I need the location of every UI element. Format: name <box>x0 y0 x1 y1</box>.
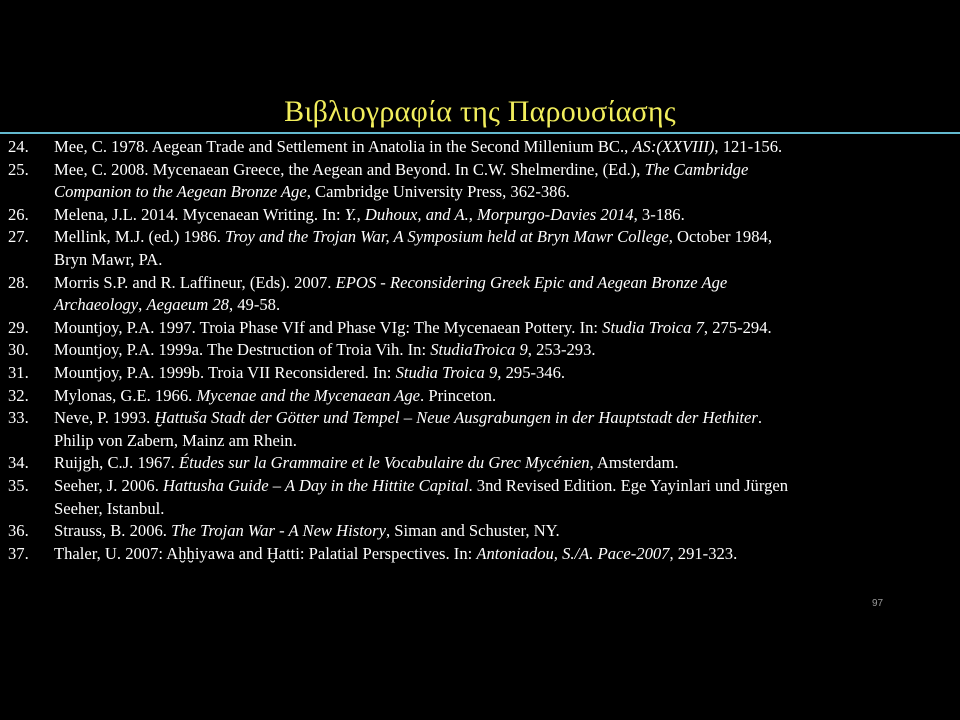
reference-item <box>8 407 948 452</box>
reference-text: Strauss, B. 2006. <box>54 521 172 541</box>
reference-text: Melena, J.L. 2014. Mycenaean Writing. In: <box>54 204 345 224</box>
reference-text: , 291-323. <box>669 543 738 563</box>
reference-text: Mountjoy, P.A. 1997. Troia Phase VIf and Phase VIg: The Mycenaean Pottery. In: <box>54 317 603 337</box>
reference-text: Morris S.P. and R. Laffineur, (Eds). 2007. <box>54 272 336 292</box>
reference-item <box>8 226 948 271</box>
reference-text: Mountjoy, P.A. 1999b. Troia VII Reconsidered. In: <box>54 362 396 382</box>
reference-text: , 121-156. <box>714 137 783 156</box>
reference-line <box>54 226 948 249</box>
reference-italic-text: Ḫattuša Stadt der Götter und Tempel – Neue Ausgrabungen in der Hauptstadt der Hethiter <box>154 408 758 428</box>
reference-italic-text: Studia Troica 7 <box>602 317 704 337</box>
reference-number: 24. <box>8 137 29 156</box>
reference-line <box>54 249 948 272</box>
reference-text: , Cambridge University Press, 362-386. <box>306 182 570 202</box>
reference-text: Seeher, Istanbul. <box>54 498 165 518</box>
reference-text: Thaler, U. 2007: Aḫḫiyawa and Ḫatti: Palatial Perspectives. In: <box>54 543 477 563</box>
reference-text: Mountjoy, P.A. 1999a. The Destruction of Troia Vih. In: <box>54 340 431 360</box>
reference-italic-text: The Cambridge <box>644 159 749 179</box>
reference-line <box>54 339 948 362</box>
reference-line <box>54 204 948 227</box>
reference-number: 26. <box>8 204 29 224</box>
reference-item <box>8 136 948 159</box>
reference-number: 31. <box>8 362 29 382</box>
reference-number: 35. <box>8 475 29 495</box>
reference-number: 32. <box>8 385 29 405</box>
reference-item <box>8 159 948 204</box>
reference-item <box>8 362 948 385</box>
reference-line <box>54 136 948 159</box>
reference-line <box>54 159 948 182</box>
reference-text: . 3nd Revised Edition. Ege Yayinlari und Jürgen <box>468 475 789 495</box>
page-number: 97 <box>872 598 884 609</box>
reference-line <box>54 181 948 204</box>
reference-italic-text: Antoniadou, S./A. Pace-2007 <box>476 543 670 563</box>
reference-italic-text: Études sur la Grammaire et le Vocabulaire du Grec Mycénien <box>178 453 590 473</box>
reference-italic-text: AS:(XXVIII) <box>632 137 715 156</box>
reference-number: 30. <box>8 340 29 360</box>
reference-text: , Siman and Schuster, NY. <box>385 521 560 541</box>
reference-item <box>8 475 948 520</box>
reference-line <box>54 362 948 385</box>
reference-item <box>8 543 948 566</box>
reference-italic-text: Aegaeum 28 <box>146 295 229 315</box>
reference-number: 36. <box>8 521 29 541</box>
reference-number: 28. <box>8 272 29 292</box>
reference-text: , October 1984, <box>668 227 772 247</box>
reference-line <box>54 543 948 566</box>
reference-text: Mee, C. 2008. Mycenaean Greece, the Aegean and Beyond. In C.W. Shelmerdine, (Ed.), <box>54 159 645 179</box>
reference-text: . <box>757 408 762 428</box>
reference-text: , 3-186. <box>633 204 685 224</box>
reference-line <box>54 385 948 408</box>
reference-list <box>8 136 948 565</box>
reference-text: Bryn Mawr, PA. <box>54 249 163 269</box>
reference-item <box>8 204 948 227</box>
reference-italic-text: StudiaTroica 9 <box>430 340 528 360</box>
reference-line <box>54 475 948 498</box>
reference-item <box>8 520 948 543</box>
slide-title: Βιβλιογραφία της Παρουσίασης <box>284 95 676 128</box>
reference-line <box>54 317 948 340</box>
reference-line <box>54 452 948 475</box>
reference-italic-text: EPOS - Reconsidering Greek Epic and Aegean Bronze Age <box>335 272 728 292</box>
reference-line <box>54 520 948 543</box>
reference-text: Mylonas, G.E. 1966. <box>54 385 197 405</box>
reference-number: 25. <box>8 159 29 179</box>
reference-line <box>54 272 948 295</box>
reference-italic-text: Y., Duhoux, and A., Morpurgo-Davies 2014 <box>344 204 634 224</box>
reference-italic-text: Mycenae and the Mycenaean Age <box>196 385 421 405</box>
reference-item <box>8 317 948 340</box>
reference-italic-text: The Trojan War - A New History <box>171 521 386 541</box>
reference-number: 29. <box>8 317 29 337</box>
reference-text: Mellink, M.J. (ed.) 1986. <box>54 227 225 247</box>
reference-text: , 49-58. <box>228 295 281 315</box>
reference-line <box>54 407 948 430</box>
reference-italic-text: Hattusha Guide – A Day in the Hittite Capital <box>163 475 469 495</box>
reference-text: Mee, C. 1978. Aegean Trade and Settlement in Anatolia in the Second Millenium BC., <box>54 137 633 156</box>
reference-line <box>54 294 948 317</box>
reference-number: 34. <box>8 453 29 473</box>
reference-text: , 295-346. <box>497 362 566 382</box>
reference-italic-text: Companion to the Aegean Bronze Age <box>54 182 307 202</box>
reference-line <box>54 430 948 453</box>
reference-text: , Amsterdam. <box>589 453 679 473</box>
reference-italic-text: Troy and the Trojan War, A Symposium held at Bryn Mawr College <box>225 227 669 247</box>
reference-number: 27. <box>8 227 29 247</box>
reference-text: , <box>138 295 147 315</box>
reference-text: , 275-294. <box>703 317 772 337</box>
reference-italic-text: Archaeology <box>54 295 139 315</box>
reference-item <box>8 385 948 408</box>
title-divider <box>0 132 960 134</box>
reference-item <box>8 339 948 362</box>
reference-item <box>8 272 948 317</box>
reference-text: Seeher, J. 2006. <box>54 475 164 495</box>
reference-text: . Princeton. <box>420 385 497 405</box>
reference-text: , 253-293. <box>527 340 596 360</box>
reference-text: Philip von Zabern, Mainz am Rhein. <box>54 430 297 450</box>
reference-line <box>54 498 948 521</box>
reference-item <box>8 452 948 475</box>
reference-italic-text: Studia Troica 9 <box>395 362 498 382</box>
reference-number: 33. <box>8 408 29 428</box>
reference-text: Ruijgh, C.J. 1967. <box>54 453 179 473</box>
reference-number: 37. <box>8 543 29 563</box>
reference-text: Neve, P. 1993. <box>54 408 155 428</box>
